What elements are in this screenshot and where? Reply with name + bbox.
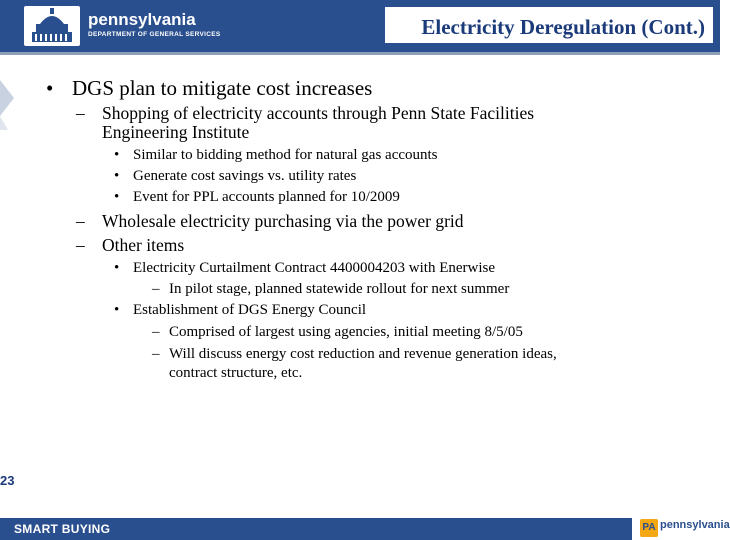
swoosh-decoration-icon [0,80,22,130]
header-bar [0,0,720,52]
footer-pa-logo-icon: PA [640,519,658,537]
title-box [384,6,714,44]
bullet-l2: – [76,103,85,123]
text-l3-savings: Generate cost savings vs. utility rates [133,168,357,184]
text-l4-discuss-line1: Will discuss energy cost reduction and revenue generation ideas, [169,346,557,362]
footer-bar [0,518,720,540]
text-l4-pilot: In pilot stage, planned statewide rollout for next summer [169,281,510,297]
text-l1-plan: DGS plan to mitigate cost increases [72,76,373,100]
text-l3-similar: Similar to bidding method for natural gas accounts [133,147,438,163]
bullet-l3: • [114,147,120,163]
header-divider [0,52,720,55]
capitol-dome-icon [22,4,82,48]
bullet-l3: • [114,189,120,205]
bullet-l2: – [76,235,85,255]
text-l2-shopping-line1: Shopping of electricity accounts through Penn State Facilities [102,103,535,123]
text-l2-wholesale: Wholesale electricity purchasing via the power grid [102,211,464,231]
pennsylvania-logo [22,4,222,48]
footer-tagline: SMART BUYING [14,522,111,536]
bullet-l2: – [76,211,85,231]
bullet-l4: – [152,281,160,297]
text-l2-other: Other items [102,235,185,255]
logo-department: DEPARTMENT OF GENERAL SERVICES [88,31,221,38]
text-l4-discuss-line2: contract structure, etc. [169,365,303,381]
bullet-l4: – [152,324,160,340]
slide-title: Electricity Deregulation (Cont.) [421,15,705,39]
text-l4-comprised: Comprised of largest using agencies, initial meeting 8/5/05 [169,324,523,340]
bullet-l4: – [152,346,160,362]
bullet-l1: • [46,76,54,100]
text-l3-council: Establishment of DGS Energy Council [133,302,367,318]
bullet-l3: • [114,168,120,184]
logo-wordmark: pennsylvania [88,10,196,29]
text-l3-curtailment: Electricity Curtailment Contract 4400004203 with Enerwise [133,260,495,276]
text-l2-shopping-line2: Engineering Institute [102,122,250,142]
footer-logo-wordmark: pennsylvania [660,519,730,531]
page-number: 23 [0,473,15,488]
text-l3-ppl: Event for PPL accounts planned for 10/2009 [133,189,400,205]
bullet-l3: • [114,260,120,276]
bullet-l3: • [114,302,120,318]
